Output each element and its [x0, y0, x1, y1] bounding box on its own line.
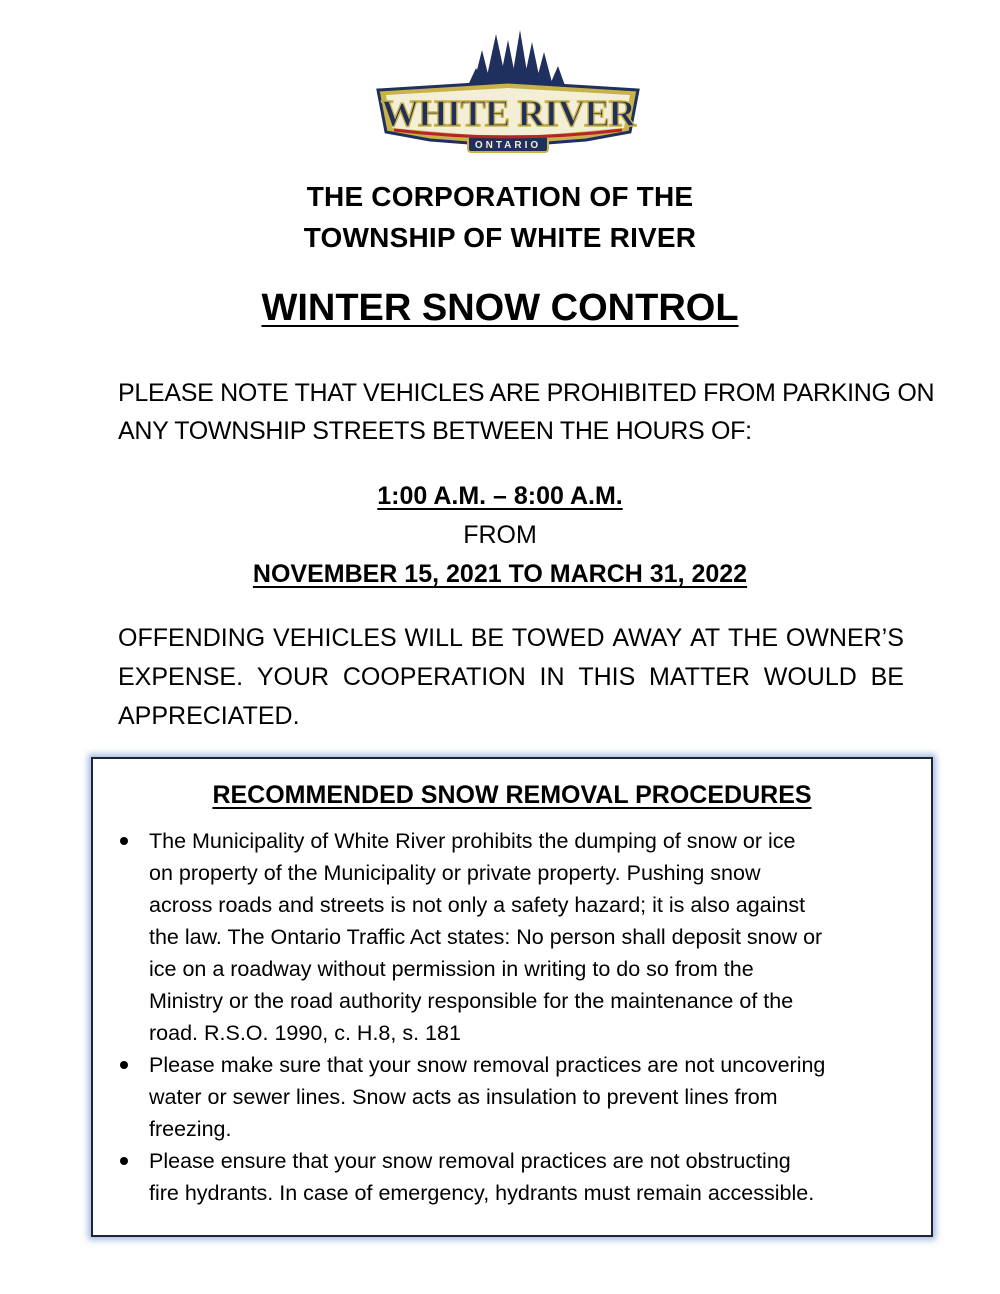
bullet-icon: [120, 1061, 128, 1069]
towing-warning-line-1-word: AWAY: [612, 624, 683, 652]
towing-warning-line-1-word: BE: [470, 624, 505, 652]
procedure-item-line: freezing.: [149, 1117, 232, 1141]
prohibited-date-range: NOVEMBER 15, 2021 TO MARCH 31, 2022: [252, 560, 748, 588]
towing-warning-line-2-word: MATTER: [649, 663, 750, 691]
towing-warning-line-2-word: WOULD: [763, 663, 857, 691]
towing-warning-line-1-word: AT: [690, 624, 721, 652]
prohibited-time: 1:00 A.M. – 8:00 A.M.: [377, 482, 623, 510]
procedures-list: [93, 825, 931, 1209]
procedure-item-line: Please ensure that your snow removal practices are not obstructing: [149, 1149, 791, 1173]
towing-warning-line-1-word: TOWED: [511, 624, 605, 652]
white-river-logo-graphic: [368, 28, 648, 160]
logo-wordmark: WHITE RIVER: [381, 93, 635, 135]
towing-warning-line-2-word: COOPERATION: [342, 663, 526, 691]
procedure-item-line: The Municipality of White River prohibits the dumping of snow or ice: [149, 829, 796, 853]
towing-warning-line-3: APPRECIATED.: [118, 702, 300, 730]
corporation-line-1: THE CORPORATION OF THE: [306, 181, 694, 212]
procedure-item-line: across roads and streets is not only a safety hazard; it is also against: [149, 893, 806, 917]
procedure-item-line: the law. The Ontario Traffic Act states: No person shall deposit snow or: [149, 925, 823, 949]
towing-warning-line-2-word: IN: [539, 663, 565, 691]
procedure-item-line: water or sewer lines. Snow acts as insulation to prevent lines from: [149, 1085, 778, 1109]
towing-warning-line-1-word: THE: [728, 624, 779, 652]
bullet-icon: [120, 837, 128, 845]
towing-warning-line-1-word: WILL: [404, 624, 463, 652]
page-title: [0, 283, 1000, 333]
logo-province: ONTARIO: [474, 140, 542, 151]
procedure-item: [93, 1145, 931, 1209]
towing-warning-line-2-word: EXPENSE.: [118, 663, 244, 691]
towing-warning-line-1-word: VEHICLES: [273, 624, 397, 652]
procedure-item-line: road. R.S.O. 1990, c. H.8, s. 181: [149, 1021, 461, 1045]
towing-warning-line-2-word: BE: [870, 663, 904, 691]
procedure-item-line: Ministry or the road authority responsible for the maintenance of the: [149, 989, 794, 1013]
procedure-item-line: fire hydrants. In case of emergency, hydrants must remain accessible.: [149, 1181, 815, 1205]
towing-warning-line-1: [118, 619, 904, 658]
procedures-title: [93, 778, 931, 812]
towing-warning-line-1-word: OFFENDING: [118, 624, 266, 652]
towing-warning-line-1-word: OWNER’S: [785, 624, 904, 652]
procedures-title-text: RECOMMENDED SNOW REMOVAL PROCEDURES: [212, 781, 812, 809]
towing-warning-line-2: [118, 658, 904, 697]
parking-notice-line-2: ANY TOWNSHIP STREETS BETWEEN THE HOURS OF:: [118, 417, 752, 445]
corporation-heading: [0, 176, 1000, 258]
parking-notice-line-1: PLEASE NOTE THAT VEHICLES ARE PROHIBITED FROM PARKING ON: [118, 379, 935, 407]
corporation-line-2: TOWNSHIP OF WHITE RIVER: [303, 222, 697, 253]
procedure-item-line: Please make sure that your snow removal practices are not uncovering: [149, 1053, 826, 1077]
bullet-icon: [120, 1157, 128, 1165]
township-logo: [368, 28, 648, 160]
procedure-item-line: ice on a roadway without permission in writing to do so from the: [149, 957, 754, 981]
procedures-box: [91, 757, 933, 1237]
parking-notice: [118, 374, 935, 450]
page-title-text: WINTER SNOW CONTROL: [261, 287, 739, 329]
procedure-item: [93, 825, 931, 1049]
from-label: FROM: [463, 521, 537, 549]
procedure-item: [93, 1049, 931, 1145]
towing-warning-line-2-word: THIS: [578, 663, 636, 691]
towing-warning-line-2-word: YOUR: [256, 663, 330, 691]
prohibited-hours: [0, 477, 1000, 594]
procedure-item-line: on property of the Municipality or private property. Pushing snow: [149, 861, 761, 885]
towing-warning: [118, 619, 904, 736]
